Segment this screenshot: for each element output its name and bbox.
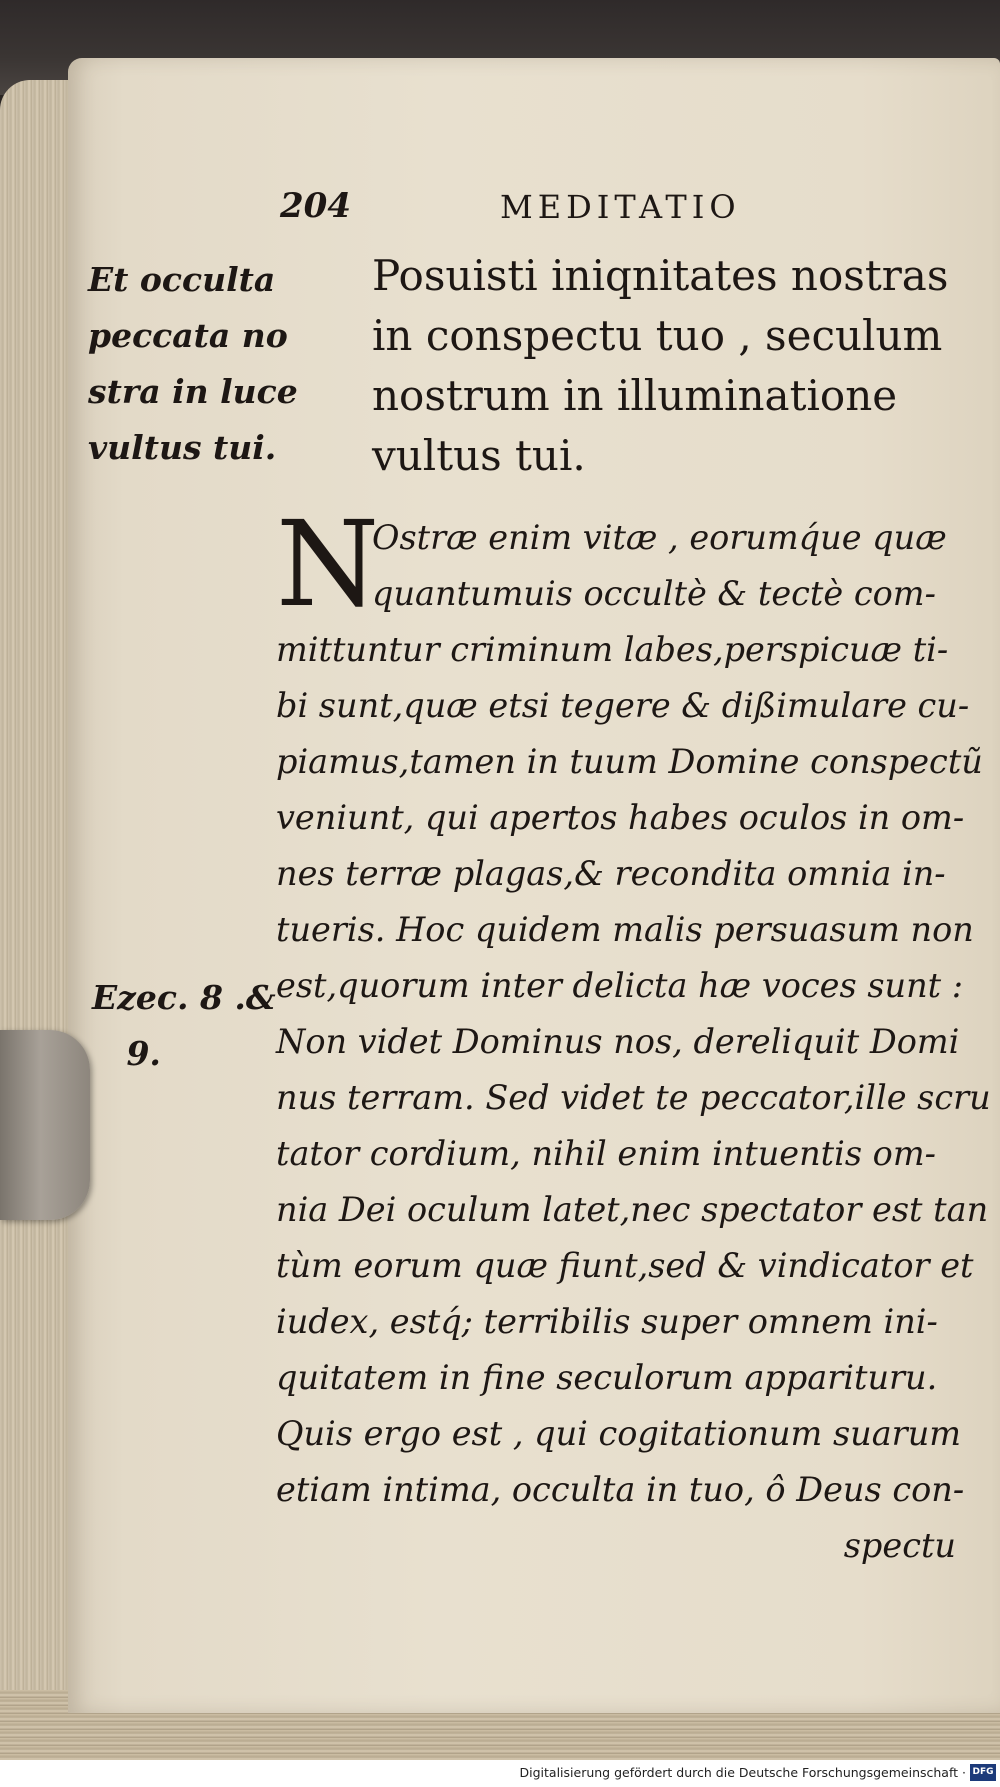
commentary-line: quantumuis occultè & tectè com- — [372, 574, 936, 613]
page-title: MEDITATIO — [500, 188, 741, 226]
commentary-line: mittuntur criminum labes,perspicuæ ti- — [276, 630, 949, 669]
commentary-block — [276, 495, 991, 1574]
commentary-line: bi sunt,quæ etsi tegere & dißimulare cu- — [276, 686, 970, 725]
drop-cap: N — [276, 495, 380, 633]
commentary-line: tùm eorum quæ fiunt,sed & vindicator et — [276, 1246, 974, 1285]
commentary-line: Quis ergo est , qui cogitationum suarum — [276, 1414, 962, 1453]
verse-line: vultus tui. — [372, 431, 586, 480]
footer-bar — [0, 1760, 1000, 1787]
verse-line: in conspectu tuo , seculum — [372, 311, 943, 360]
page-number: 204 — [280, 186, 351, 226]
dfg-logo: DFG — [970, 1764, 996, 1781]
running-head — [280, 186, 780, 234]
commentary-line: piamus,tamen in tuum Domine conspectũ — [276, 742, 983, 781]
commentary-line: est,quorum inter delicta hæ voces sunt : — [276, 966, 964, 1005]
verse-line: Posuisti iniqnitates nostras — [372, 251, 949, 300]
margin-note-reference: Ezec. 8 .& 9. — [92, 978, 276, 1073]
verse-line: nostrum in illuminatione — [372, 371, 898, 420]
commentary-line: tator cordium, nihil enim intuentis om- — [276, 1134, 936, 1173]
verse-block — [372, 246, 972, 486]
footer-credit: Digitalisierung gefördert durch die Deutsche Forschungsgemeinschaft · — [519, 1765, 966, 1780]
commentary-line: nus terram. Sed videt te peccator,ille scru — [276, 1078, 991, 1117]
commentary-line: nia Dei oculum latet,nec spectator est tan — [276, 1190, 989, 1229]
bookmark-tab — [0, 1030, 90, 1220]
margin-note-summary: Et occulta peccata no stra in luce vultus tui. — [88, 260, 298, 467]
commentary-line: Ostræ enim vitæ , eorumq́ue quæ — [372, 518, 947, 557]
catchword: spectu — [843, 1526, 956, 1565]
commentary-line: quitatem in fine seculorum apparituru. — [276, 1358, 938, 1397]
commentary-line: nes terræ plagas,& recondita omnia in- — [276, 854, 946, 893]
commentary-line: Non videt Dominus nos, dereliquit Domi — [276, 1022, 960, 1061]
commentary-line: tueris. Hoc quidem malis persuasum non — [276, 910, 974, 949]
commentary-line: iudex, estq́; terribilis super omnem ini- — [276, 1302, 938, 1341]
commentary-line: etiam intima, occulta in tuo, ô Deus con- — [276, 1470, 965, 1509]
commentary-line: veniunt, qui apertos habes oculos in om- — [276, 798, 965, 837]
